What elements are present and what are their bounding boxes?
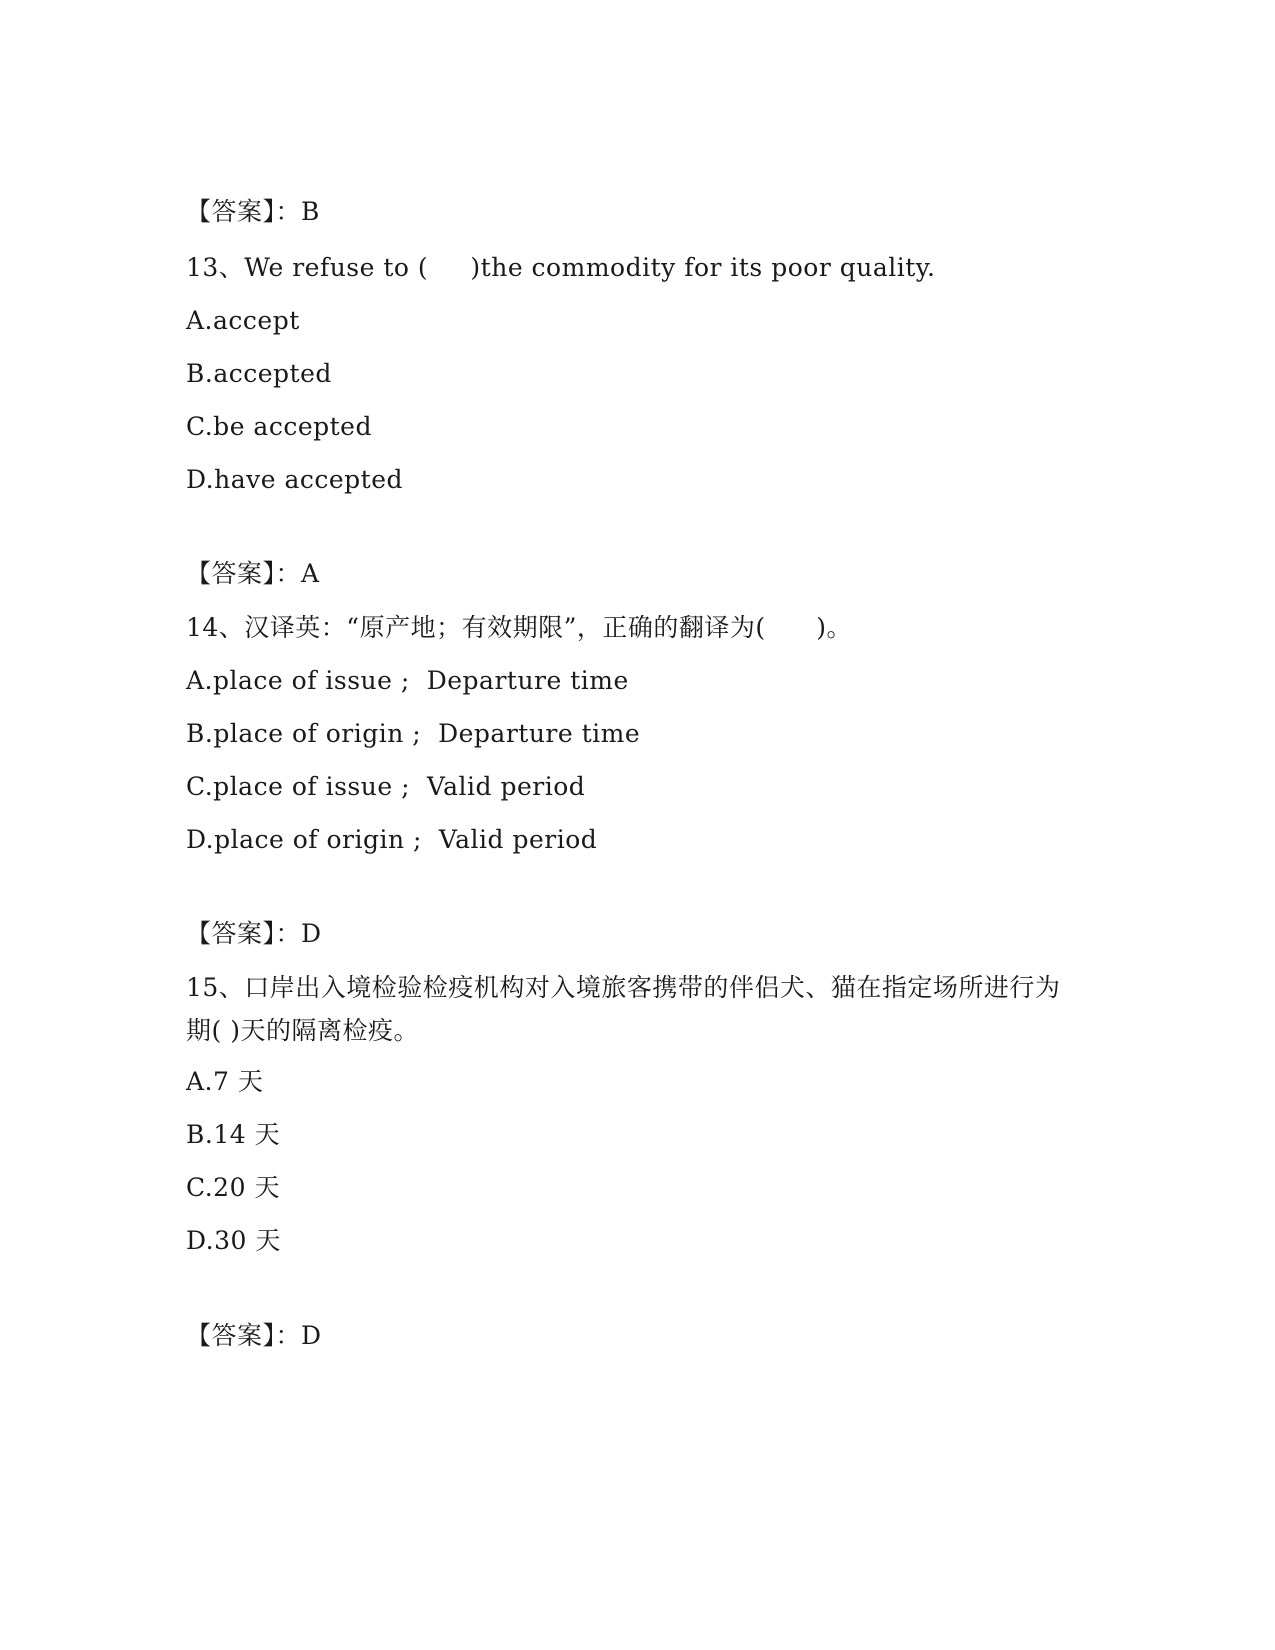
question-14-option-b: B.place of origin ; Departure time [186,719,641,748]
question-15-option-a: A.7 天 [186,1067,264,1096]
question-15-option-c: C.20 天 [186,1173,280,1202]
question-14-stem: 14、汉译英：“原产地；有效期限”，正确的翻译为( )。 [186,613,853,642]
question-15-option-b: B.14 天 [186,1120,281,1149]
question-13-option-b: B.accepted [186,359,332,388]
answer-q13: 【答案】：A [186,559,320,588]
question-15-stem: 15、口岸出入境检验检疫机构对入境旅客携带的伴侣犬、猫在指定场所进行为期( )天的隔离检疫。 [186,973,1061,1045]
answer-q14: 【答案】：D [186,919,322,948]
question-13-option-c: C.be accepted [186,412,372,441]
answer-q12: 【答案】：B [186,197,320,226]
question-13-option-a: A.accept [186,306,300,335]
question-13-stem: 13、We refuse to ( )the commodity for its poor quality. [186,253,936,282]
question-15-option-d: D.30 天 [186,1226,281,1255]
question-14-option-c: C.place of issue ; Valid period [186,772,586,801]
question-13-option-d: D.have accepted [186,465,404,494]
question-14-option-a: A.place of issue ; Departure time [186,666,629,695]
question-14-option-d: D.place of origin ; Valid period [186,825,598,854]
answer-q15: 【答案】：D [186,1321,322,1350]
